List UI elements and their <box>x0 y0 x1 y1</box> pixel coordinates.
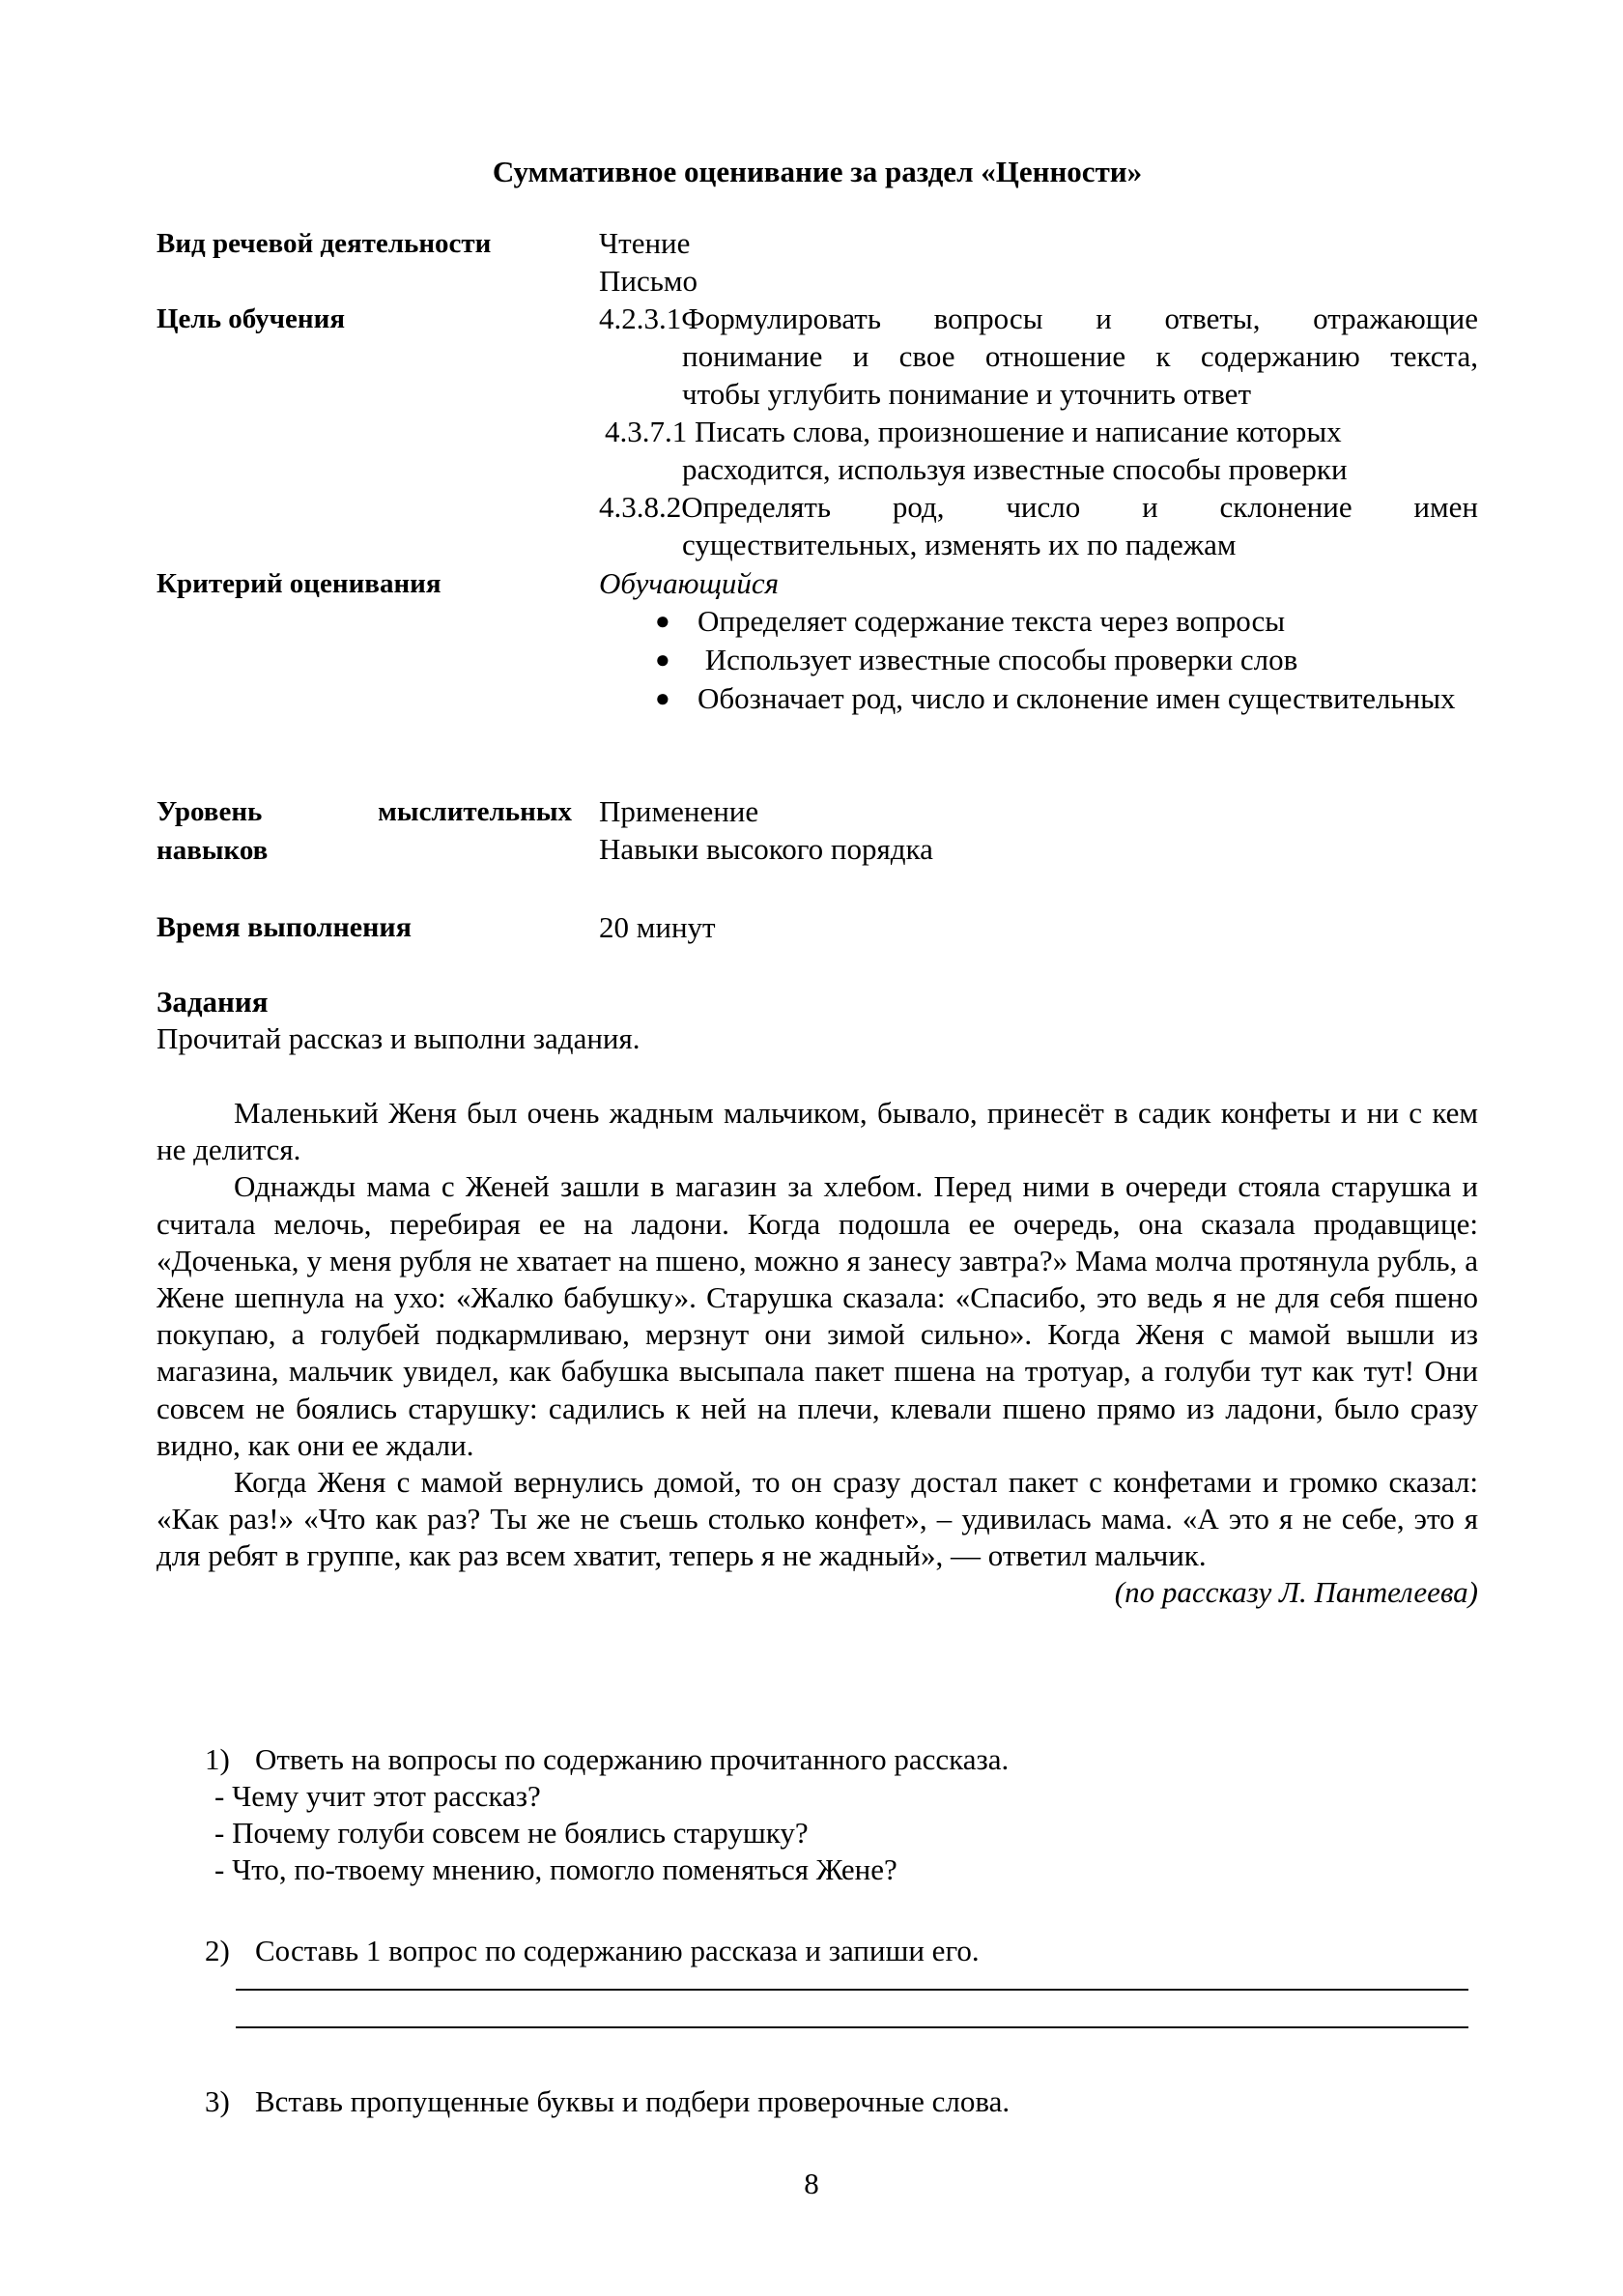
story-paragraph: Однажды мама с Женей зашли в магазин за хлебом. Перед ними в очереди стояла старушка и считала мелочь, перебирая ее на ладони. Когда подошла ее очередь, она сказала продавщице: «Доченька, у меня рубля не хватает на пшено, можно я занесу завтра?» Мама молча протянула рубль, а Жене шепнула на ухо: «Жалко бабушку». Старушка сказала: «Спасибо, это ведь я не для себя пшено покупаю, а голубей подкармливаю, мерзнут они зимой сильно». Когда Женя с мамой вышли из магазина, мальчик увидел, как бабушка высыпала пакет пшена на тротуар, а голуби тут как тут! Они совсем не боялись старушку: садились к ней на плечи, клевали пшено прямо из ладони, было сразу видно, как они ее ждали. <box>157 1169 1478 1462</box>
level-label: Уровень мыслительных навыков <box>157 796 572 866</box>
goal-text: Определять род, число и склонение имен <box>681 490 1478 524</box>
goal-text: Писать слова, произношение и написание которых <box>695 415 1342 448</box>
task-number: 3) <box>205 2084 230 2118</box>
activity-label: Вид речевой деятельности <box>157 228 492 259</box>
criteria-block <box>599 564 1478 718</box>
criteria-list <box>599 602 1478 718</box>
level-value: Навыки высокого порядка <box>599 832 933 866</box>
bullet-icon: ● <box>655 607 670 635</box>
goal-item <box>599 300 1478 413</box>
goal-text: чтобы углубить понимание и уточнить ответ <box>682 377 1251 411</box>
task-3 <box>205 2083 1461 2120</box>
page-number: 8 <box>804 2167 819 2200</box>
goal-item <box>599 413 1478 488</box>
document-title: Суммативное оценивание за раздел «Ценности» <box>492 155 1143 188</box>
bullet-icon: ● <box>655 646 670 674</box>
story-paragraph: Маленький Женя был очень жадным мальчиком, бывало, принесёт в садик конфеты и ни с кем не делится. <box>157 1096 1478 1167</box>
task-number: 2) <box>205 1934 230 1967</box>
goal-code: 4.3.7.1 <box>605 415 688 448</box>
time-value: 20 минут <box>599 910 716 944</box>
level-values <box>599 792 1478 868</box>
criteria-item: ● Определяет содержание текста через вопросы <box>599 602 1478 641</box>
task-question: - Почему голуби совсем не боялись старушку? <box>214 1816 809 1850</box>
goal-code: 4.3.8.2 <box>599 490 682 524</box>
goal-text: понимание и свое отношение к содержанию текста, <box>682 339 1478 373</box>
tasks-intro <box>157 984 1478 1057</box>
activity-value: Письмо <box>599 264 698 298</box>
task-question: - Чему учит этот рассказ? <box>214 1779 541 1813</box>
task-number: 1) <box>205 1742 230 1776</box>
task-2 <box>205 1933 1461 1969</box>
goal-text: существительных, изменять их по падежам <box>682 528 1237 561</box>
task-text: Составь 1 вопрос по содержанию рассказа и запиши его. <box>255 1934 980 1967</box>
task-text: Вставь пропущенные буквы и подбери проверочные слова. <box>255 2084 1011 2118</box>
goal-item <box>599 488 1478 563</box>
goal-code: 4.2.3.1 <box>599 301 682 335</box>
story-paragraph: Когда Женя с мамой вернулись домой, то он сразу достал пакет с конфетами и громко сказал: «Как раз!» «Что как раз? Ты же не съешь столько конфет», – удивилась мама. «А это я не себе, это я для ребят в группе, как раз всем хватит, теперь я не жадный», — ответил мальчик. <box>157 1465 1478 1573</box>
time-label: Время выполнения <box>157 911 412 943</box>
task-text: Ответь на вопросы по содержанию прочитанного рассказа. <box>255 1742 1010 1776</box>
criteria-item: ● Использует известные способы проверки слов <box>599 641 1478 679</box>
story-text <box>157 1095 1478 1610</box>
goal-list <box>599 300 1478 563</box>
instruction-text: Прочитай рассказ и выполни задания. <box>157 1021 641 1055</box>
task-question: - Что, по-твоему мнению, помогло поменяться Жене? <box>214 1852 897 1886</box>
answer-line[interactable] <box>236 1989 1468 1991</box>
criteria-intro: Обучающийся <box>599 566 780 600</box>
answer-line[interactable] <box>236 2026 1468 2028</box>
level-value: Применение <box>599 794 759 828</box>
task-1 <box>205 1741 1461 1888</box>
criteria-label: Критерий оценивания <box>157 568 441 599</box>
bullet-icon: ● <box>655 684 670 712</box>
goal-label: Цель обучения <box>157 303 346 334</box>
goal-text: расходится, используя известные способы проверки <box>682 452 1348 486</box>
activity-values <box>599 224 1478 300</box>
activity-value: Чтение <box>599 226 691 260</box>
tasks-heading: Задания <box>157 985 269 1019</box>
story-attribution: (по рассказу Л. Пантелеева) <box>1114 1574 1478 1609</box>
criteria-item: ● Обозначает род, число и склонение имен существительных <box>599 679 1478 718</box>
goal-text: Формулировать вопросы и ответы, отражающие <box>681 301 1478 335</box>
